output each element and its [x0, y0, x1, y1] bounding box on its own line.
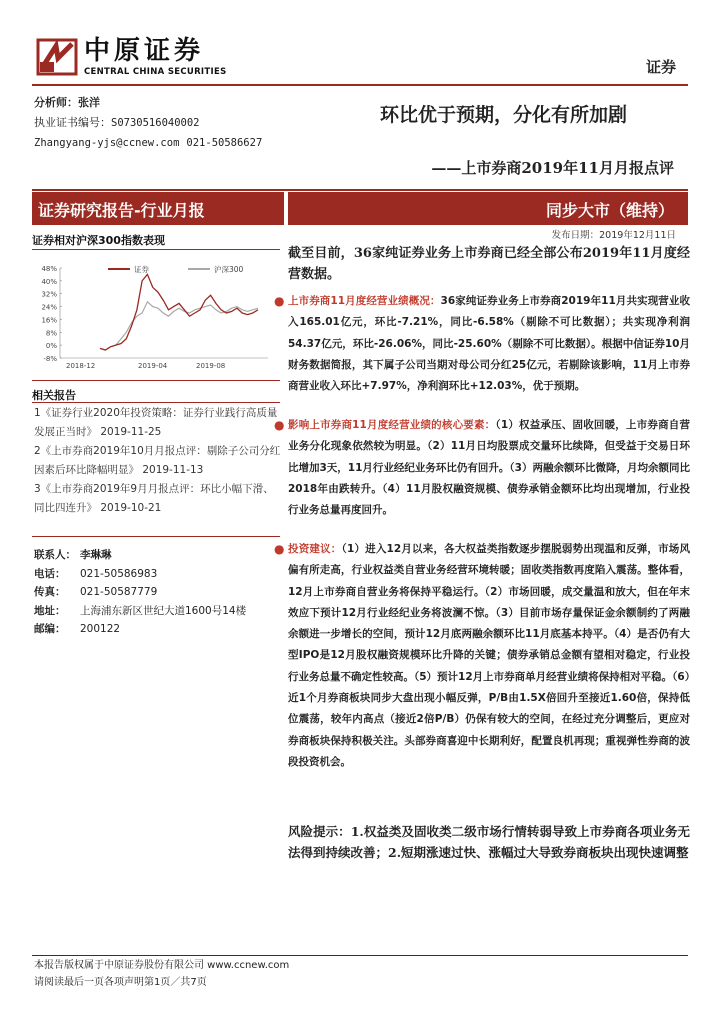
- contact-top-rule: [32, 536, 280, 537]
- analyst-cert-label: 执业证书编号：: [34, 116, 111, 129]
- y-tick-label: -8%: [43, 355, 57, 363]
- report-title: 环比优于预期，分化有所加剧: [380, 104, 628, 126]
- y-tick-label: 8%: [45, 329, 57, 338]
- legend-label: 证券: [134, 265, 149, 274]
- related-reports-list: [34, 404, 284, 518]
- series-line-securities: [100, 274, 258, 350]
- contact-address-row: [34, 602, 284, 621]
- contact-person-row: [34, 546, 284, 565]
- contact-zip-row: [34, 620, 284, 639]
- analyst-contact-row: [34, 133, 262, 153]
- y-tick-label: 0%: [45, 342, 57, 351]
- analyst-phone: 021-50586627: [186, 137, 263, 149]
- series-line-hs300: [100, 302, 258, 350]
- section-text: 36家纯证券业务上市券商2019年11月共实现营业收入165.01亿元，环比-7.21%，同比-6.58%（剔除不可比数据）；共实现净利润54.37亿元，环比-26.06%，同比-25.60%（剔除不可比数据）。根据中信证券10月财务数据简报，其下属子公司当期对母公司分红25亿元，若剔除该影响，11月上市券商营业收入环比+7.97%，净利润环比+12.03%，优于预期。: [288, 295, 690, 393]
- bullet-icon: ●: [274, 294, 285, 308]
- contact-fax-label: 传真：: [34, 586, 66, 598]
- bullet-icon: ●: [274, 542, 285, 556]
- related-report-item[interactable]: 1《证券行业2020年投资策略：证券行业践行高质量发展正当时》 2019-11-25: [34, 407, 278, 438]
- report-subtitle: ——上市券商2019年11月月报点评: [431, 159, 674, 177]
- section-text: （1）进入12月以来，各大权益类指数逐步摆脱弱势出现温和反弹，市场风偏有所走高，行业权益类自营业务经营环境转暖；固收类指数再度陷入震荡。整体看，12月上市券商自营业务将保持平稳运行。（2）市场回暖，成交量温和放大，但在年末效应下预计12月行业经纪业务将波澜不惊。（3）目前市场存量保证金余额制约了两融余额进一步增长的空间，预计12月底两融余额环比11月底基本持平。（4）是否仍有大型IPO是12月股权融资规模环比升降的关键；债券承销总金额有望相对稳定，行业投行业务总量不确定性较高。（5）预计12月上市券商单月经营业绩将保持相对平稳。（6）近1个月券商板块同步大盘出现小幅反弹，P/B由1.5X倍回升至接近1.60倍，保持低位震荡，较年内高点（接近2倍P/B）仍保有较大的空间，在经过充分调整后，更应对券商板块保持积极关注。头部券商喜迎中长期利好，配置良机再现；重视弹性券商的波段投资机会。: [288, 543, 691, 768]
- intro-paragraph: 截至目前，36家纯证券业务上市券商已经全部公布2019年11月度经营数据。: [288, 246, 690, 282]
- bullet-icon: ●: [274, 418, 285, 432]
- y-tick-label: 24%: [41, 303, 57, 312]
- footer-copyright: 本报告版权属于中原证券股份有限公司 www.ccnew.com: [34, 960, 290, 971]
- section-heading: 投资建议：: [288, 543, 342, 555]
- section-text: （1）权益承压、固收回暖，上市券商自营业务分化现象依然较为明显。（2）11月日均股票成交量环比续降，但受益于交易日环比增加3天，11月行业经纪业务环比仍有回升。（3）两融余额环比微降，月均余额同比2018年由跌转升。（4）11月股权融资规模、债券承销金额环比均出现增加，行业投行业务总量再度回升。: [288, 419, 690, 517]
- section-investment-advice: [274, 539, 691, 773]
- report-type: 证券研究报告-行业月报: [38, 201, 205, 220]
- section-heading: 上市券商11月度经营业绩概况：: [288, 295, 441, 307]
- contact-info: [34, 546, 284, 639]
- analyst-email[interactable]: Zhangyang-yjs@ccnew.com: [34, 137, 180, 149]
- banner-divider: [284, 192, 288, 225]
- logo-mark-icon: [36, 36, 78, 78]
- report-banner: [32, 192, 688, 225]
- contact-address-label: 地址：: [34, 604, 66, 617]
- related-heading: 相关报告: [32, 389, 76, 402]
- footer-page-info: 请阅读最后一页各项声明第1页／共7页: [34, 977, 207, 988]
- chart-title-rule: [32, 249, 280, 250]
- related-heading-rule: [32, 402, 280, 403]
- header-divider: [32, 84, 688, 86]
- related-report-item[interactable]: 2《上市券商2019年10月月报点评：剔除子公司分红因素后环比降幅明显》 2019-11-13: [34, 445, 281, 476]
- logo-chinese-name: 中原证券: [84, 36, 205, 66]
- footer-rule: [32, 955, 688, 956]
- contact-address: 上海浦东新区世纪大道1600号14楼: [80, 604, 247, 617]
- contact-phone-label: 电话：: [34, 567, 66, 580]
- y-tick-label: 16%: [41, 316, 57, 325]
- logo-english-name: CENTRAL CHINA SECURITIES: [84, 67, 227, 77]
- analyst-info: [34, 93, 262, 153]
- performance-chart: [32, 254, 276, 376]
- rating: 同步大市（维持）: [545, 201, 674, 220]
- y-tick-label: 48%: [41, 265, 57, 273]
- banner-top-rule: [32, 189, 688, 191]
- contact-phone-row: [34, 565, 284, 584]
- section-overview: [274, 291, 690, 397]
- page-footer: [34, 957, 289, 991]
- contact-fax-row: [34, 583, 284, 602]
- chart-title: 证券相对沪深300指数表现: [32, 234, 165, 247]
- analyst-name-label: 分析师：: [34, 96, 78, 109]
- related-report-item[interactable]: 3《上市券商2019年9月月报点评：环比小幅下滑、同比四连升》 2019-10-21: [34, 483, 274, 514]
- analyst-name: 张洋: [78, 96, 100, 109]
- section-drivers: [274, 415, 690, 521]
- section-heading: 影响上市券商11月度经营业绩的核心要素：: [288, 419, 496, 431]
- risk-warning: 风险提示：1.权益类及固收类二级市场行情转弱导致上市券商各项业务无法得到持续改善；2.短期涨速过快、涨幅过大导致券商板块出现快速调整: [288, 824, 690, 860]
- analyst-cert: S0730516040002: [111, 117, 200, 129]
- analyst-cert-row: [34, 113, 262, 133]
- y-tick-label: 32%: [41, 290, 57, 299]
- company-logo: [36, 36, 226, 80]
- chart-bottom-rule: [32, 380, 280, 381]
- legend-label: 沪深300: [214, 265, 244, 274]
- sector-label: 证券: [645, 58, 676, 76]
- contact-person-label: 联系人：: [34, 549, 76, 561]
- contact-person: 李琳琳: [80, 549, 112, 561]
- contact-zip-label: 邮编：: [34, 623, 66, 635]
- x-tick-label: 2019-04: [138, 362, 168, 370]
- analyst-name-row: [34, 93, 262, 113]
- publish-date: 发布日期：2019年12月11日: [551, 230, 676, 241]
- x-tick-label: 2019-08: [196, 362, 226, 370]
- y-tick-label: 40%: [41, 277, 57, 286]
- contact-phone: 021-50586983: [80, 567, 158, 580]
- contact-zip: 200122: [80, 623, 121, 635]
- x-tick-label: 2018-12: [66, 362, 96, 370]
- contact-fax: 021-50587779: [80, 586, 158, 598]
